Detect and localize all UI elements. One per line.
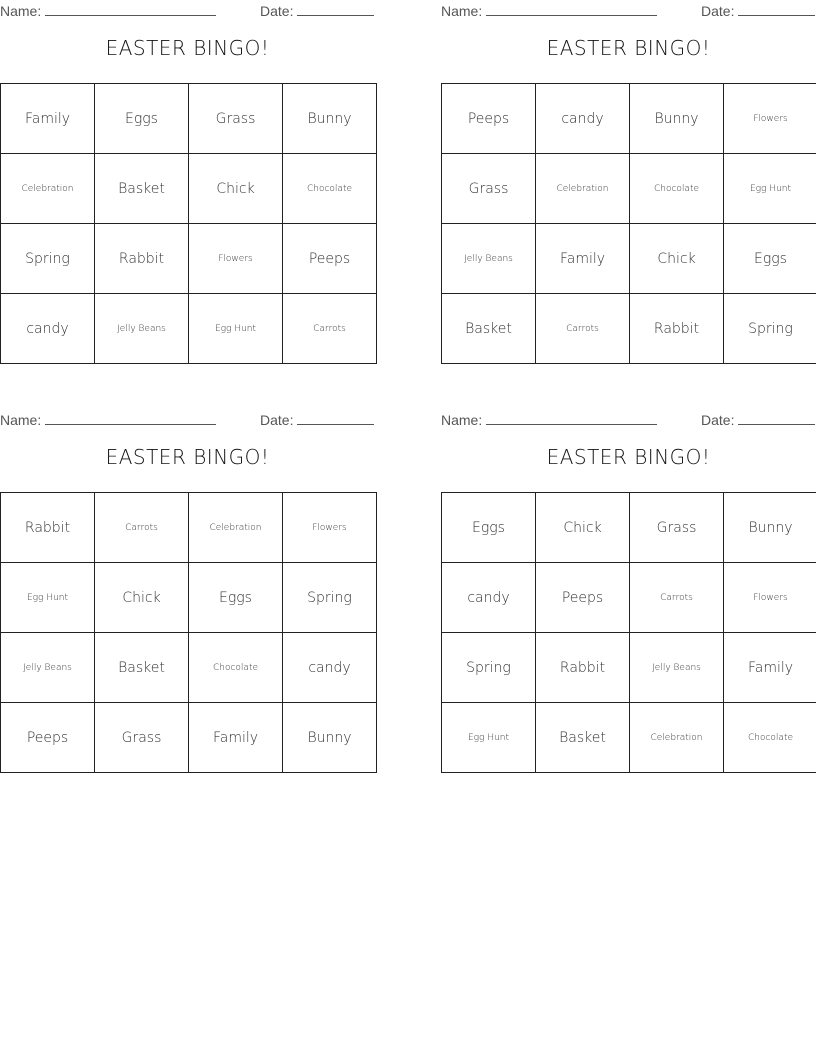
bingo-cell: Rabbit <box>95 224 189 294</box>
name-field[interactable] <box>441 411 657 428</box>
date-blank-line[interactable] <box>738 411 815 425</box>
bingo-cell: Celebration <box>630 703 724 773</box>
bingo-cell: Family <box>189 703 283 773</box>
bingo-cell: candy <box>1 294 95 364</box>
bingo-cell: Bunny <box>283 84 377 154</box>
bingo-cell: Jelly Beans <box>1 633 95 703</box>
bingo-cell: Peeps <box>1 703 95 773</box>
bingo-card-2 <box>441 0 816 365</box>
bingo-cell: Basket <box>95 633 189 703</box>
date-blank-line[interactable] <box>297 411 374 425</box>
bingo-cell: Jelly Beans <box>630 633 724 703</box>
date-label: Date: <box>260 412 294 428</box>
bingo-cell: Basket <box>536 703 630 773</box>
bingo-cell: Flowers <box>724 563 816 633</box>
bingo-cell: Carrots <box>536 294 630 364</box>
bingo-cell: Flowers <box>283 493 377 563</box>
name-label: Name: <box>441 3 483 19</box>
date-field[interactable] <box>701 411 815 428</box>
bingo-cell: Egg Hunt <box>724 154 816 224</box>
grid-row <box>1 294 377 364</box>
name-label: Name: <box>441 412 483 428</box>
date-field[interactable] <box>701 2 815 19</box>
date-label: Date: <box>260 3 294 19</box>
name-blank-line[interactable] <box>45 411 216 425</box>
grid-row <box>1 84 377 154</box>
card-header <box>0 0 375 22</box>
name-label: Name: <box>0 412 42 428</box>
bingo-cell: Grass <box>95 703 189 773</box>
bingo-cell: Chocolate <box>630 154 724 224</box>
bingo-cell: Grass <box>189 84 283 154</box>
bingo-cell: Egg Hunt <box>442 703 536 773</box>
bingo-cell: Family <box>724 633 816 703</box>
card-title: EASTER BINGO! <box>105 445 270 469</box>
bingo-cell: Basket <box>95 154 189 224</box>
bingo-grid <box>441 83 816 364</box>
bingo-cell: Jelly Beans <box>442 224 536 294</box>
bingo-cell: Grass <box>442 154 536 224</box>
bingo-cell: Bunny <box>724 493 816 563</box>
date-label: Date: <box>701 412 735 428</box>
bingo-cell: candy <box>442 563 536 633</box>
bingo-card-4 <box>441 409 816 774</box>
date-field[interactable] <box>260 411 374 428</box>
bingo-cell: Carrots <box>95 493 189 563</box>
bingo-cell: Chocolate <box>189 633 283 703</box>
date-blank-line[interactable] <box>297 2 374 16</box>
bingo-cell: Celebration <box>189 493 283 563</box>
name-blank-line[interactable] <box>45 2 216 16</box>
name-field[interactable] <box>441 2 657 19</box>
card-title: EASTER BINGO! <box>546 36 711 60</box>
grid-row <box>442 84 816 154</box>
bingo-cell: Spring <box>283 563 377 633</box>
bingo-cell: Flowers <box>189 224 283 294</box>
bingo-cell: Peeps <box>283 224 377 294</box>
date-blank-line[interactable] <box>738 2 815 16</box>
bingo-cell: Eggs <box>189 563 283 633</box>
bingo-cell: Family <box>536 224 630 294</box>
grid-row <box>1 703 377 773</box>
bingo-cell: Chocolate <box>724 703 816 773</box>
bingo-cell: Jelly Beans <box>95 294 189 364</box>
bingo-cell: Chocolate <box>283 154 377 224</box>
bingo-cell: Rabbit <box>536 633 630 703</box>
bingo-cell: Eggs <box>724 224 816 294</box>
bingo-cell: Carrots <box>630 563 724 633</box>
bingo-cell: Bunny <box>283 703 377 773</box>
bingo-cell: Carrots <box>283 294 377 364</box>
bingo-cell: Peeps <box>536 563 630 633</box>
bingo-cell: Egg Hunt <box>1 563 95 633</box>
bingo-cell: Spring <box>442 633 536 703</box>
name-blank-line[interactable] <box>486 411 657 425</box>
bingo-cell: Basket <box>442 294 536 364</box>
grid-row <box>442 224 816 294</box>
bingo-cell: Grass <box>630 493 724 563</box>
bingo-cell: Chick <box>95 563 189 633</box>
bingo-grid <box>0 492 377 773</box>
bingo-cell: Chick <box>630 224 724 294</box>
date-field[interactable] <box>260 2 374 19</box>
bingo-cell: Bunny <box>630 84 724 154</box>
name-field[interactable] <box>0 2 216 19</box>
bingo-cell: Rabbit <box>1 493 95 563</box>
bingo-cell: Celebration <box>1 154 95 224</box>
bingo-cell: Flowers <box>724 84 816 154</box>
grid-row <box>1 154 377 224</box>
grid-row <box>442 703 816 773</box>
grid-row <box>1 493 377 563</box>
date-label: Date: <box>701 3 735 19</box>
bingo-cell: Chick <box>189 154 283 224</box>
card-header <box>0 409 375 431</box>
bingo-cell: Chick <box>536 493 630 563</box>
bingo-card-1 <box>0 0 375 365</box>
bingo-card-3 <box>0 409 375 774</box>
bingo-cell: Egg Hunt <box>189 294 283 364</box>
card-title: EASTER BINGO! <box>546 445 711 469</box>
bingo-cell: candy <box>283 633 377 703</box>
grid-row <box>1 633 377 703</box>
grid-row <box>442 633 816 703</box>
bingo-cell: Rabbit <box>630 294 724 364</box>
bingo-cell: Spring <box>724 294 816 364</box>
grid-row <box>1 563 377 633</box>
bingo-grid <box>0 83 377 364</box>
grid-row <box>442 294 816 364</box>
bingo-grid <box>441 492 816 773</box>
grid-row <box>1 224 377 294</box>
bingo-cell: Spring <box>1 224 95 294</box>
grid-row <box>442 154 816 224</box>
bingo-cell: Eggs <box>95 84 189 154</box>
card-header <box>441 0 816 22</box>
bingo-cell: Family <box>1 84 95 154</box>
card-header <box>441 409 816 431</box>
bingo-cell: Celebration <box>536 154 630 224</box>
card-title: EASTER BINGO! <box>105 36 270 60</box>
name-field[interactable] <box>0 411 216 428</box>
name-label: Name: <box>0 3 42 19</box>
grid-row <box>442 493 816 563</box>
bingo-cell: Eggs <box>442 493 536 563</box>
bingo-cell: candy <box>536 84 630 154</box>
bingo-cell: Peeps <box>442 84 536 154</box>
name-blank-line[interactable] <box>486 2 657 16</box>
grid-row <box>442 563 816 633</box>
